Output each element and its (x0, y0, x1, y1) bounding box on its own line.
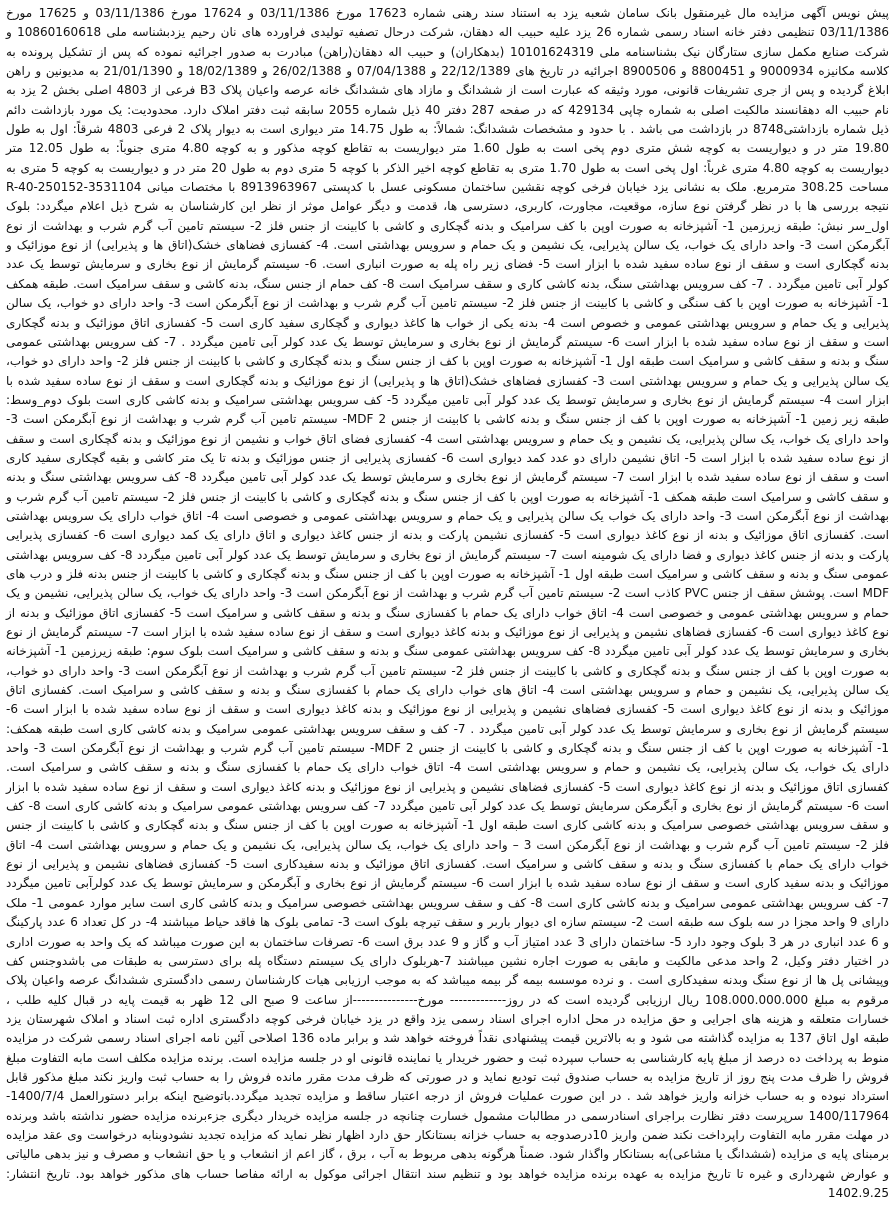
notice-body: پیش نویس آگهی مزایده مال غیرمنقول بانک سامان شعبه یزد به استناد سند رهنی شماره 17623 مورخ 03/11/1386 و 17624 مورخ 03/11/1386 و 17625 مورخ 03/11/1386 تنظیمی دفتر خانه اسناد رسمی شماره 26 یزد علیه حبیب اله دهقان، شرکت درحال تصفیه تولیدی فراورده های نان رحیم یزدبشناسه ملی 10860160618 و شرکت صنایع مکمل سازی ستارگان نیک بشناسنامه ملی 10101624319 (بدهکاران) و حبیب اله دهقان(راهن) مبادرت به صدور اجرائیه نموده که پس از تشکیل پرونده به کلاسه مکانیزه 9000934 و 8800451 و 8900506 اجرائیه در تاریخ های 22/12/1389 و 07/04/1388 و 26/02/1388 و 18/02/1389 و 21/01/1390 به مدیونین و راهن ابلاغ گردیده و پس از جری تشریفات قانونی، مورد وثیقه که عبارت است از ششدانگ و مازاد های ششدانگ خانه عرصه واعیان پلاک B3 فرعی از 4803 اصلی بخش 2 یزد به نام حبیب اله دهقانسند مالکیت اصلی به شماره چاپی 429134 که در صفحه 287 دفتر 40 ذیل شماره 2055 سابقه ثبت دفتر املاک دارد. محدودیت: یک مورد بازداشت دائم ذیل شماره بازداشتی8748 در بازداشت می باشد . با حدود و مشخصات ششدانگ: شمالاً: به طول 14.75 متر دیواری است به دیوار پلاک 2 فرعی 4803 شرقاً: اول به طول 19.80 متر در و دیواریست به کوچه شش متری دوم پخی است به طول 1.60 متر دیواریست به تقاطع کوچه مذکور و به کوچه 4.80 متری جنوباً: به طول 12.05 متر دیواریست به کوچه 4.80 متری غرباً: اول پخی است به طول 1.70 متری به تقاطع کوچه اخیر الذکر با کوچه 5 متری دوم به طول 20 متر در و دیواریست به کوچه 5 متری به مساحت 308.25 مترمربع. ملک به نشانی یزد خیابان فرخی کوچه نقشین ساختمان مسکونی عسل با کدپستی 8913963967 با مختصات میانی 3531104-250152-R-40 نتیجه بررسی ها با در نظر گرفتن نوع سازه، موقعیت، مجاورت، کاربری، دسترسی ها، قدمت و دیگر عوامل موثر از نظر این کارشناسان به شرح ذیل اعلام میگردد: بلوک اول_سر نبش: طبقه زیرزمین 1- آشپزخانه به صورت اوپن با کف سرامیک و بدنه گچکاری و کاشی با کابینت از جنس فلز 2- سیستم تامین آب گرم شرب و بهداشت از نوع آبگرمکن است 3- واحد دارای یک خواب، یک سالن پذیرایی، یک نشیمن و یک حمام و سرویس بهداشتی است. 4- کفسازی فضاهای خشک(اتاق ها و پذیرایی) از نوع موزائیک و بدنه گچکاری است و سقف از نوع ساده سفید شده با ابزار است 5- فضای زیر راه پله به صورت انباری است. 6- سیستم گرمایش از نوع بخاری و سرمایش توسط یک عدد کولر آبی تامین میگردد . 7- کف سرویس بهداشتی سنگ، بدنه کاشی کاری و سقف سرامیک است 8- کف حمام از جنس سنگ، بدنه کاشی و سقف سرامیک است. طبقه همکف 1- آشپزخانه به صورت اوپن با کف سنگی و کاشی با کابینت از جنس فلز 2- سیستم تامین آب گرم شرب و بهداشت از نوع آبگرمکن است 3- واحد دارای دو خواب، یک سالن پذیرایی و یک حمام و سرویس بهداشتی عمومی و خصوص است 4- بدنه یکی از خواب ها کاغذ دیواری و گچکاری سفید کاری است 5- کفسازی اتاق موزائیک و بدنه گچکاری است و سقف از نوع ساده سفید شده با ابزار است 6- سیستم گرمایش از نوع بخاری و سرمایش توسط یک عدد کولر آبی تامین میگردد . 7- کف سرویس بهداشتی عمومی سنگ و بدنه و سقف کاشی و سرامیک است طبقه اول 1- آشپزخانه به صورت اوپن با کف از جنس سنگ و بدنه گچکاری و کاشی با کابینت از جنس فلز 2- واحد دارای دو خواب، یک سالن پذیرایی و یک حمام و سرویس بهداشتی است 3- کفسازی فضاهای خشک(اتاق ها و پذیرایی) از نوع موزائیک و بدنه گچکاری است و سقف از نوع ساده سفید شده با ابزار است 4- سیستم گرمایش از نوع بخاری و سرمایش توسط یک عدد کولر آبی تامین میگردد 5- کف سرویس بهداشتی سرامیک و بدنه کاشی کاری است بلوک دوم_وسط: طبقه زیر زمین 1- آشپزخانه به صورت اوپن با کف از جنس سنگ و بدنه کاشی با کابینت از جنس MDF 2- سیستم تامین آب گرم شرب و بهداشت از نوع آبگرمکن است 3- واحد دارای یک خواب، یک سالن پذیرایی، یک نشیمن و یک حمام و سرویس بهداشتی است 4- کفسازی فضای اتاق خواب و نشیمن از نوع موزائیک و بدنه گچکاری است و سقف از نوع ساده سفید شده با ابزار است 5- اتاق نشیمن دارای دو عدد کمد دیواری است 6- کفسازی پذیرایی از جنس موزائیک و بدنه تا یک متر کاشی و بقیه گچکاری سفید کاری است و سقف از نوع ساده سفید شده با ابزار است 7- سیستم گرمایش از نوع بخاری و سرمایش توسط یک عدد کولر آبی تامین میگردد 8- کف سرویس بهداشتی سنگ و بدنه و سقف کاشی و سرامیک است طبقه همکف 1- آشپزخانه به صورت اوپن با کف از جنس سنگ و بدنه گچکاری و کاشی با کابینت از جنس فلز 2- سیستم تامین آب گرم شرب و بهداشت از نوع آبگرمکن است 3- واحد دارای یک خواب یک سالن پذیرایی و یک حمام و سرویس بهداشتی عمومی و خصوصی است 4- اتاق خواب دارای یک سرویس بهداشتی است. کفسازی اتاق موزائیک و بدنه از نوع کاغذ دیواری است 5- کفسازی نشیمن پارکت و بدنه از جنس کاغذ دیواری و اتاق دارای یک کمد دیواری است 6- کفسازی پذیرایی پارکت و بدنه از جنس کاغذ دیواری و فضا دارای یک شومینه است 7- سیستم گرمایش از نوع بخاری و سرمایش توسط یک عدد کولر آبی تامین میگردد 8- کف سرویس بهداشتی عمومی سنگ و بدنه و سقف کاشی و سرامیک است طبقه اول 1- آشپزخانه به صورت اوپن با کف از جنس سنگ و بدنه گچکاری و کاشی با کابینت از جنس بدنه فلز و درب های MDF است. پوشش سقف از جنس PVC کاذب است 2- سیستم تامین آب گرم شرب و بهداشت از نوع آبگرمکن است 3- واحد دارای یک خواب، یک سالن پذیرایی، نشیمن و یک حمام و سرویس بهداشتی عمومی و خصوصی است 4- اتاق خواب دارای یک حمام با کفسازی سنگ و بدنه و سقف کاشی و سرامیک است 5- کفسازی اتاق موزائیک و بدنه از نوع کاغذ دیواری است 6- کفسازی فضاهای نشیمن و پذیرایی از نوع موزائیک و بدنه کاغذ دیواری است و سقف از نوع ساده سفید شده با ابزار است 7- سیستم گرمایش از نوع بخاری و سرمایش توسط یک عدد کولر آبی تامین میگردد 8- کف سرویس بهداشتی عمومی سنگ و بدنه و سقف کاشی و سرامیک است بلوک سوم: طبقه زیرزمین 1- آشپزخانه به صورت اوپن با کف از جنس سنگ و بدنه گچکاری و کاشی با کابینت از جنس فلز 2- سیستم تامین آب گرم شرب و بهداشت از نوع آبگرمکن است 3- واحد دارای دو خواب، یک سالن پذیرایی، یک نشیمن و حمام و سرویس بهداشتی است 4- اتاق های خواب دارای یک حمام با کفسازی سنگ و بدنه و سقف کاشی و سرامیک است. کفسازی اتاق موزائیک و بدنه از نوع کاغذ دیواری است 5- کفسازی فضاهای نشیمن و پذیرایی از نوع موزائیک و بدنه کاغذ دیواری است و سقف از نوع ساده سفید شده با ابزار است 6- سیستم گرمایش از نوع بخاری و سرمایش توسط یک عدد کولر آبی تامین میگردد . 7- کف و سقف سرویس بهداشتی عمومی سرامیک و بدنه کاشی کاری است طبقه همکف: 1- آشپزخانه به صورت اوپن با کف از جنس سنگ و بدنه گچکاری و کاشی با کابینت از جنس MDF 2- سیستم تامین آب گرم شرب و بهداشت از نوع آبگرمکن است 3- واحد دارای یک خواب، یک سالن پذیرایی، یک نشیمن و حمام و سرویس بهداشتی است 4- اتاق خواب دارای یک حمام با کفسازی سنگ و بدنه و سقف کاشی و سرامیک است. کفسازی اتاق موزائیک و بدنه از نوع کاغذ دیواری است 5- کفسازی فضاهای نشیمن و پذیرایی از نوع موزائیک و بدنه کاغذ دیواری است و سقف از نوع ساده سفید شده با ابزار است 6- سیستم گرمایش از نوع بخاری و آبگرمکن سرمایش توسط یک عدد کولر آبی تامین میگردد 7- کف سرویس بهداشتی عمومی سرامیک و بدنه کاشی کاری است 8- کف و سقف سرویس بهداشتی خصوصی سرامیک و بدنه کاشی کاری است طبقه اول 1- آشپزخانه به صورت اوپن با کف از جنس سنگ و بدنه گچکاری و کاشی با کابینت از جنس فلز 2- سیستم تامین آب گرم شرب و بهداشت از نوع آبگرمکن است 3 – واحد دارای یک خواب، یک سالن پذیرایی، یک نشیمن و یک حمام و سرویس بهداشتی است 4- اتاق خواب دارای یک حمام با کفسازی سنگ و بدنه و سقف کاشی و سرامیک است. کفسازی اتاق موزائیک و بدنه سفیدکاری است 5- کفسازی فضاهای نشیمن و پذیرایی از نوع موزائیک و بدنه سفید کاری است و سقف از نوع ساده سفید شده با ابزار است 6- سیستم گرمایش از نوع بخاری و آبگرمکن و سرمایش توسط یک عدد کولرآبی تامین میگردد 7- کف سرویس بهداشتی عمومی سرامیک و بدنه کاشی کاری است 8- کف و سقف سرویس بهداشتی خصوصی سرامیک و بدنه کاشی کاری است سایر موارد عمومی 1- ملک دارای 9 واحد مجزا در سه بلوک سه طبقه است 2- سیستم سازه ای دیوار باربر و سقف تیرچه بلوک است 3- تمامی بلوک ها فاقد حیاط میباشند 4- در کل تعداد 6 عدد پارکینگ و 6 عدد انباری در هر 3 بلوک وجود دارد 5- ساختمان دارای 3 عدد امتیاز آب و گاز و 9 عدد برق است 6- تصرفات ساختمان به این صورت میباشد که یک واحد به صورت اداری در اختیار دفتر وکیل، 2 واحد مدعی مالکیت و مابقی به صورت اجاره نشین میباشند 7-هربلوک دارای یک سیستم دستگاه پله برای دسترسی به طبقات می باشدوجنس کف وپیشانی پل ها از نوع سنگ وبدنه سفیدکاری است . و نرده موسسه بیمه گر بیمه میباشد که به موجب ارزیابی هیات کارشناسان رسمی دادگستری ششدانگ عرصه واعیان پلاک مرقوم به مبلغ 108.000.000.000 ریال ارزیابی گردیده است که در روز------------- مورخ---------------از ساعت 9 صبح الی 12 ظهر به قیمت پایه در قبال کلیه طلب ، خسارات متعلقه و هزینه های اجرایی و حق مزایده در محل اداره اجرای اسناد رسمی یزد واقع در یزد خیابان فرخی کوچه دادگستری اداره ثبت اسناد و املاک شهرستان یزد طبقه اول اتاق 137 به مزایده گذاشته می شود و به بالاترین قیمت پیشنهادی نقداً فروخته خواهد شد و برابر ماده 136 اصلاحی آئین نامه اجرای اسناد رسمی شرکت در مزایده منوط به پرداخت ده درصد از مبلغ پایه کارشناسی به حساب سپرده ثبت و حضور خریدار یا نماینده قانونی او در جلسه مزایده است. برنده مزایده مکلف است مابه التفاوت مبلغ فروش را ظرف مدت پنج روز از تاریخ مزایده به حساب صندوق ثبت تودیع نماید و در صورتی که ظرف مدت مقرر مانده فروش را به حساب ثبت واریز نکند مبلغ مذکور قابل استرداد نبوده و به حساب خزانه واریز خواهد شد . در این صورت عملیات فروش از درجه اعتبار ساقط و مزایده تجدید میگردد.باتوضیح اینکه برابر دستورالعمل 1400/7/4-1400/117964 سرپرست دفتر نظارت براجرای اسنادرسمی در مطالبات مشمول خسارت چنانچه در جلسه مزایده خریدار دیگری جزءبرنده مزایده حضور نداشته باشد وبرنده در مهلت مقرر مابه التفاوت راپرداخت نکند ضمن واریز 10درصدوجه به حساب خزانه بستانکار حق دارد اظهار نظر نماید که مزایده تجدید نشودوبنابه درخواست وی عقد مزایده برمبنای پایه ی مزایده (ششدانگ یا مشاعی)به بستانکار واگذار شود. ضمناً هرگونه بدهی مربوط به آب ، برق ، گاز اعم از انشعاب و یا حق انشعاب و مصرف و نیز بدهی مالیاتی و عوارض شهرداری و غیره تا تاریخ مزایده به عهده برنده مزایده خواهد بود و تنظیم سند انتقال اجرائی موکول به ارائه مفاصا حساب های مذکور خواهد بود. تاریخ انتشار: (6, 6, 890, 1181)
auction-notice-text (6, 4, 889, 1203)
publication-date: 1402.9.25 (827, 1185, 889, 1200)
